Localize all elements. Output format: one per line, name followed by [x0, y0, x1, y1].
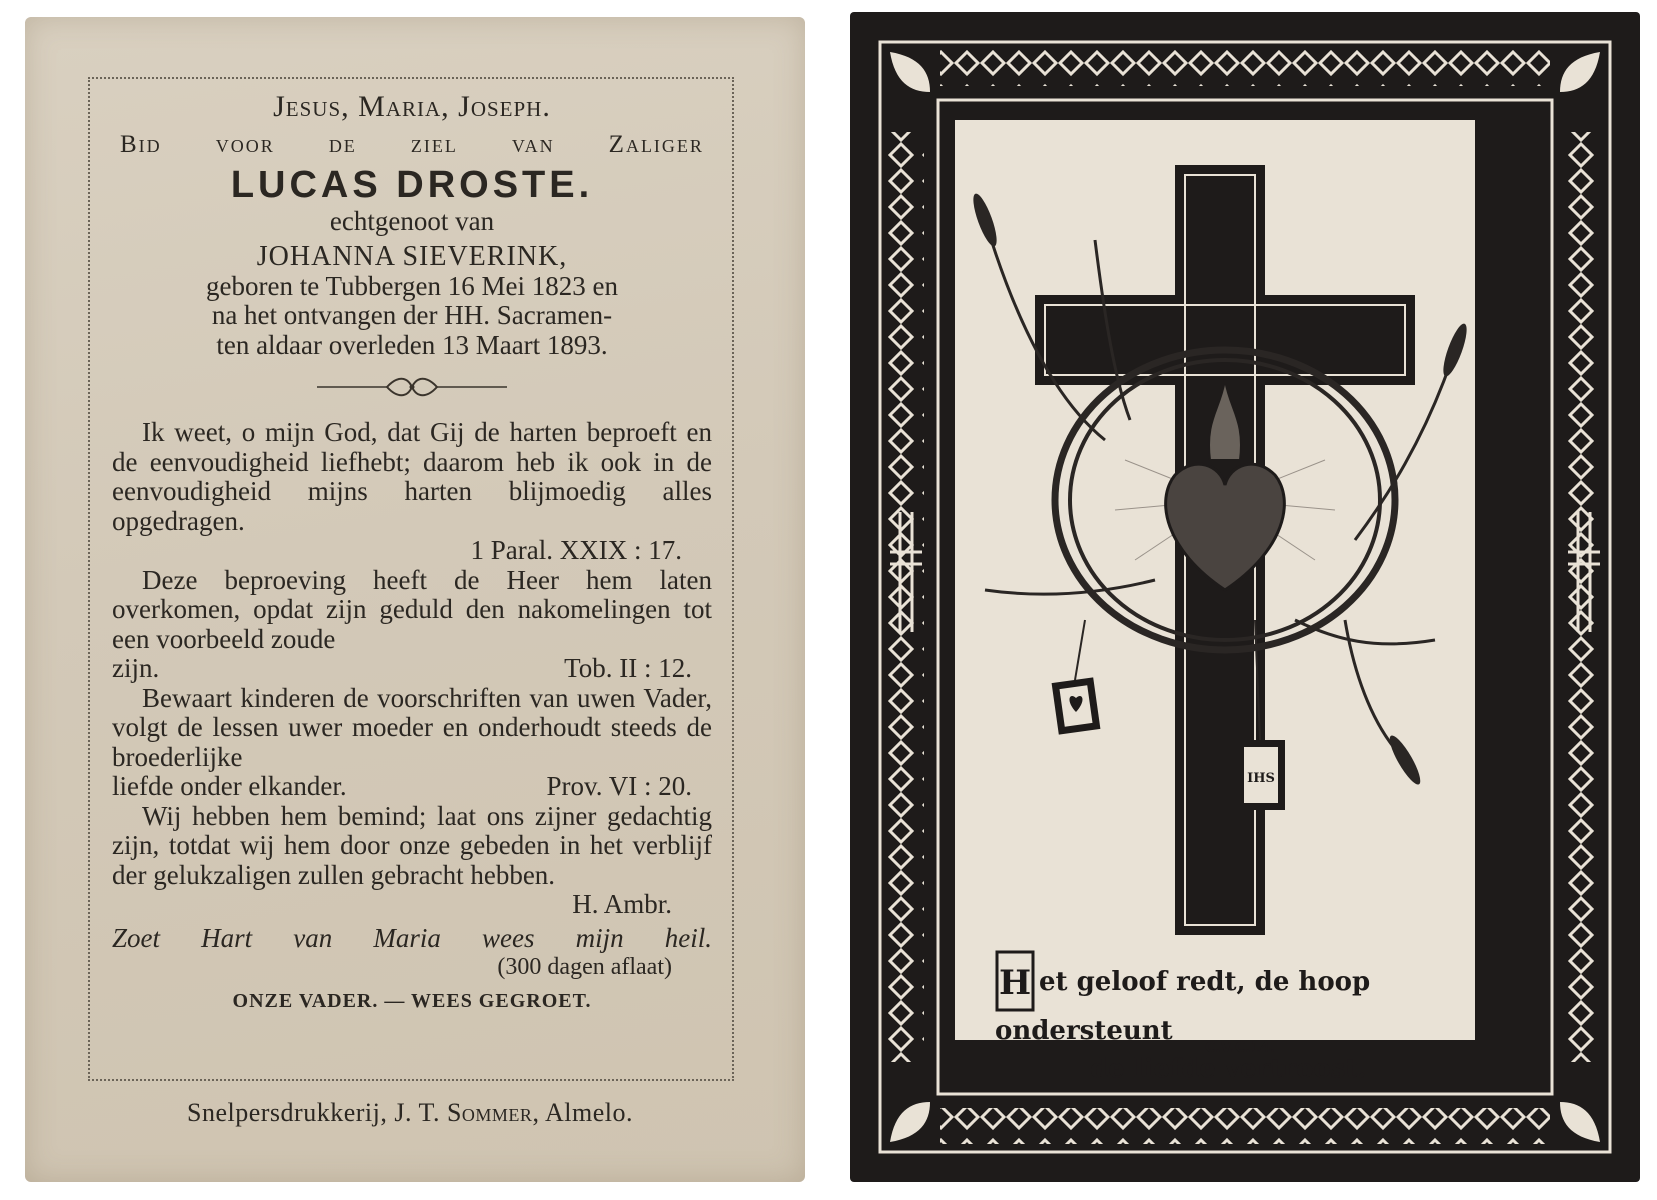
ornamental-initial: [995, 950, 1035, 1012]
pray-word: Bid: [120, 130, 162, 158]
quote-2-end: zijn.: [112, 653, 160, 683]
reference-4: H. Ambr.: [572, 889, 672, 919]
pray-word: Zaliger: [608, 130, 704, 158]
bio-line-2: na het ontvangen der HH. Sacramen-: [211, 300, 613, 330]
printer-name: Sommer: [446, 1098, 533, 1127]
quote-3-end: liefde onder elkander.: [112, 771, 347, 801]
reference-3: Prov. VI : 20.: [546, 771, 692, 801]
closing-prayers: ONZE VADER. — WEES GEGROET.: [232, 989, 592, 1012]
pray-word: voor: [215, 130, 275, 158]
spouse-name: JOHANNA SIEVERINK,: [256, 241, 568, 272]
motto-line-2: de liefde vertroost.: [1090, 1054, 1367, 1084]
invocation: Zoet Hart van Maria wees mijn heil.: [112, 922, 712, 953]
quote-2-end-line: [112, 654, 712, 684]
artist-signature: C.V.C.14.: [1205, 1040, 1276, 1056]
reference-2: Tob. II : 12.: [564, 653, 692, 683]
pray-word: de: [328, 130, 357, 158]
motto-line-1-text: et geloof redt, de hoop ondersteunt: [995, 967, 1371, 1046]
memorial-text: [112, 92, 712, 1016]
motto-line-1: [995, 950, 1495, 1050]
pray-word: ziel: [410, 130, 458, 158]
printer-city: , Almelo.: [532, 1098, 633, 1127]
pray-word: van: [511, 130, 555, 158]
quote-4: Wij hebben hem bemind; laat ons zijner gedachtig zijn, totdat wij hem door onze gebeden in het verblijf der gelukzaligen zullen gebracht hebben.: [112, 800, 712, 890]
scapular-left-icon: [1052, 620, 1101, 735]
bio-line-3: ten aldaar overleden 13 Maart 1893.: [216, 329, 608, 360]
quote-2: Deze beproeving heeft de Heer hem laten overkomen, opdat zijn geduld den nakomelingen tot een voorbeeld zoude: [112, 564, 712, 654]
motto-initial: H: [998, 963, 1032, 1003]
divider-ornament: [317, 374, 507, 400]
pray-line: [120, 130, 704, 160]
quote-1: Ik weet, o mijn God, dat Gij de harten beproeft en de eenvoudigheid liefhebt; daarom heb ik ook in de eenvoudigheid mijns harten blijmoedig alles opgedragen.: [112, 417, 712, 536]
bio-line-1: geboren te Tubbergen 16 Mei 1823 en: [206, 270, 618, 301]
header-jesus-maria-joseph: Jesus, Maria, Joseph.: [273, 90, 551, 123]
scapular-monogram: IHS: [1247, 771, 1275, 786]
quote-3: Bewaart kinderen de voorschriften van uwen Vader, volgt de lessen uwer moeder en onderhoudt steeds de broederlijke: [112, 682, 712, 772]
printer-prefix: Snelpersdrukkerij, J. T.: [187, 1098, 440, 1127]
cross-illustration: [955, 120, 1475, 1040]
spouse-prefix: echtgenoot van: [329, 205, 495, 236]
reference-1: 1 Paral. XXIX : 17.: [470, 535, 682, 565]
deceased-name: LUCAS DROSTE.: [230, 164, 594, 206]
motto: [995, 950, 1495, 1088]
indulgence: (300 dagen aflaat): [497, 954, 672, 980]
quote-3-end-line: [112, 772, 712, 802]
printer-credit: [100, 1098, 720, 1128]
